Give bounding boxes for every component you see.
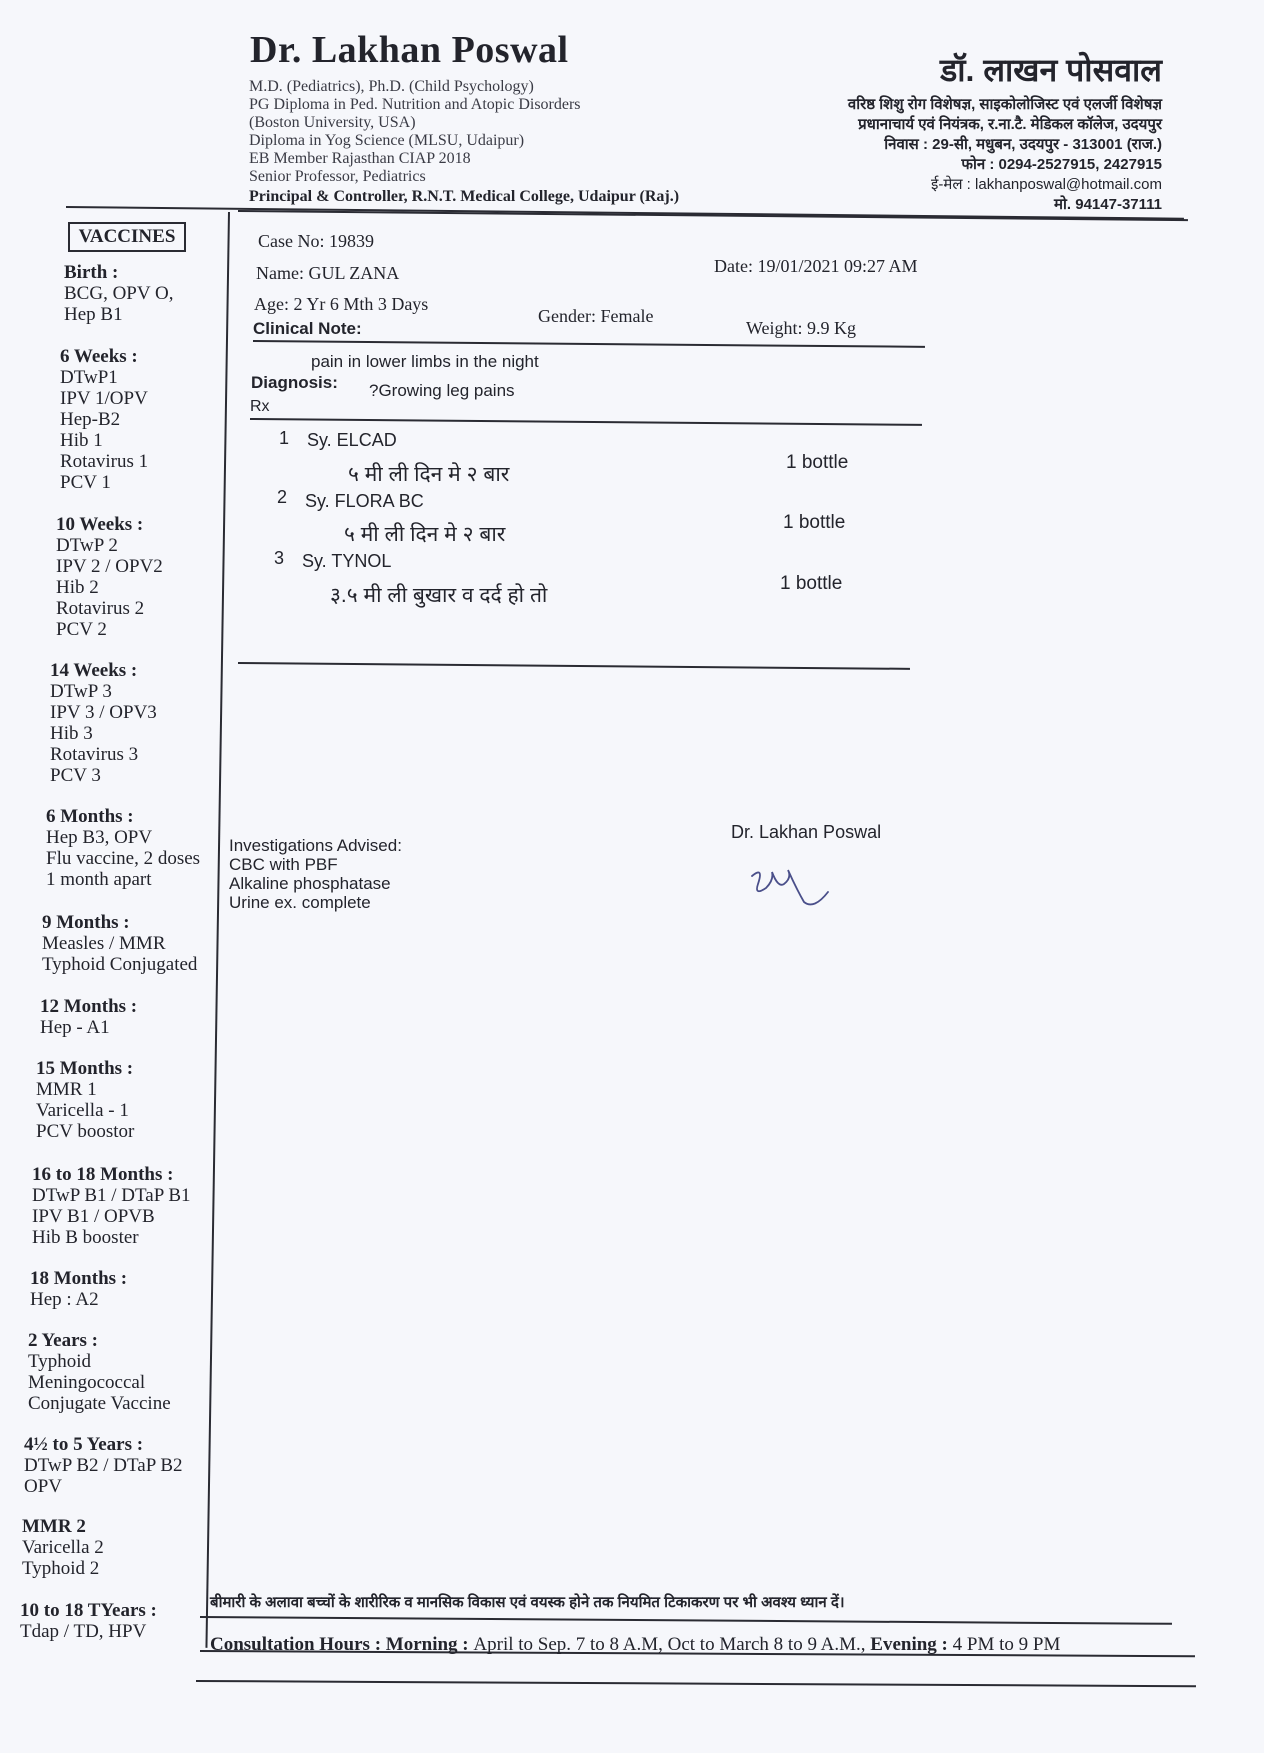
consultation-hours (210, 1634, 1060, 1656)
vaccine-heading: 4½ to 5 Years : (24, 1434, 144, 1455)
vaccine-item: PCV 1 (60, 472, 111, 493)
vaccine-heading: 10 Weeks : (56, 514, 144, 535)
footer-rule-bottom (196, 1680, 1196, 1687)
qualification-line: (Boston University, USA) (249, 114, 416, 131)
vaccine-item: MMR 1 (36, 1079, 97, 1100)
vaccine-item: Flu vaccine, 2 doses (46, 848, 201, 869)
vaccine-heading: 18 Months : (30, 1268, 128, 1289)
qualification-line: Senior Professor, Pediatrics (249, 168, 426, 185)
qualification-line: Diploma in Yog Science (MLSU, Udaipur) (249, 132, 525, 149)
vaccine-item: Hep-B2 (60, 409, 121, 430)
vaccine-item: Hib 3 (50, 723, 93, 744)
clinical-note: pain in lower limbs in the night (311, 352, 539, 371)
qualification-line: M.D. (Pediatrics), Ph.D. (Child Psychology) (249, 78, 534, 95)
investigation-item: Urine ex. complete (229, 893, 371, 912)
vaccine-item: BCG, OPV O, (64, 283, 174, 304)
vaccine-group-18-months (30, 1268, 127, 1310)
vaccine-group-2-years (28, 1330, 171, 1414)
doctor-name: Dr. Lakhan Poswal (250, 29, 569, 71)
diagnosis: ?Growing leg pains (369, 381, 515, 400)
handwritten-signature (744, 858, 844, 918)
rx-item-name: Sy. FLORA BC (305, 491, 424, 511)
investigation-item: Alkaline phosphatase (229, 874, 391, 893)
vaccine-item: Hib 1 (60, 430, 103, 451)
vaccine-item: IPV B1 / OPVB (32, 1206, 155, 1227)
patient-gender: Gender: Female (538, 306, 654, 326)
vaccine-item: Measles / MMR (42, 933, 166, 954)
vaccine-item: Hep B3, OPV (46, 827, 153, 848)
evening-label: Evening : (870, 1634, 948, 1655)
hindi-phone: फोन : 0294-2527915, 2427915 (961, 156, 1162, 173)
vaccine-group-9-months (42, 912, 197, 975)
vaccine-group-10-weeks (56, 514, 163, 640)
vaccine-item: Hep - A1 (40, 1017, 110, 1038)
vaccine-group-6-weeks (60, 346, 148, 493)
hindi-line: वरिष्ठ शिशु रोग विशेषज्ञ, साइकोलोजिस्ट एवं एलर्जी विशेषज्ञ (847, 96, 1162, 113)
vaccine-group-10-18-years (20, 1600, 157, 1642)
patient-weight: Weight: 9.9 Kg (746, 318, 857, 338)
investigation-item: CBC with PBF (229, 855, 338, 874)
vaccine-heading: 16 to 18 Months : (32, 1164, 174, 1185)
hindi-mobile: मो. 94147-37111 (1054, 196, 1162, 213)
signature-name: Dr. Lakhan Poswal (731, 822, 882, 842)
vaccine-group-birth (64, 262, 173, 325)
vaccine-group-16-18-months (32, 1164, 191, 1248)
vaccine-item: Meningococcal (28, 1372, 146, 1393)
vaccine-item: DTwP B1 / DTaP B1 (32, 1185, 191, 1206)
rx-item-dosage: ३.५ मी ली बुखार व दर्द हो तो (330, 584, 548, 607)
rx-item-name: Sy. TYNOL (302, 551, 392, 571)
vaccine-heading: 14 Weeks : (50, 660, 138, 681)
vaccine-heading: 2 Years : (28, 1330, 98, 1351)
visit-date: Date: 19/01/2021 09:27 AM (714, 256, 918, 276)
clinical-note-label: Clinical Note: (253, 319, 362, 338)
vaccine-group-14-weeks (50, 660, 157, 786)
vaccine-item: PCV 3 (50, 765, 101, 786)
patient-age: Age: 2 Yr 6 Mth 3 Days (254, 294, 429, 314)
footer-hindi-note: बीमारी के अलावा बच्चों के शारीरिक व मानसिक विकास एवं वयस्क होने तक नियमित टिकाकरण पर भी अवश्य ध्यान दें। (210, 1594, 845, 1611)
vaccine-item: DTwP1 (60, 367, 118, 388)
vaccine-item: DTwP 2 (56, 535, 118, 556)
vaccine-group-6-months (46, 806, 200, 890)
footer-rule-top (200, 1616, 1172, 1624)
case-number: Case No: 19839 (258, 231, 374, 251)
investigations (229, 836, 402, 912)
vaccine-item: Rotavirus 1 (60, 451, 149, 472)
vaccine-item: Tdap / TD, HPV (20, 1621, 147, 1642)
hindi-email: ई-मेल : lakhanposwal@hotmail.com (931, 176, 1162, 193)
rx-item-number: 3 (274, 548, 285, 568)
vaccines-title: VACCINES (68, 222, 186, 252)
hindi-address: निवास : 29-सी, मधुबन, उदयपुर - 313001 (राज.) (884, 136, 1162, 153)
vaccine-group-4-5-years (24, 1434, 183, 1497)
rx-item-dosage: ५ मी ली दिन मे २ बार (348, 463, 510, 486)
qualifications (249, 78, 679, 206)
vaccine-item: IPV 3 / OPV3 (50, 702, 157, 723)
vaccine-item: PCV boostor (36, 1121, 135, 1142)
rx-end-rule (238, 662, 910, 669)
diagnosis-label: Diagnosis: (251, 373, 338, 392)
hindi-header (702, 48, 1162, 215)
hindi-line: प्रधानाचार्य एवं नियंत्रक, र.ना.टै. मेडिकल कॉलेज, उदयपुर (858, 116, 1162, 133)
vaccine-heading: Birth : (64, 262, 119, 283)
rx-item-dosage: ५ मी ली दिन मे २ बार (344, 523, 506, 546)
vaccine-group-mmr2 (22, 1516, 104, 1579)
qualification-line: EB Member Rajasthan CIAP 2018 (249, 150, 471, 167)
qualification-line: PG Diploma in Ped. Nutrition and Atopic Disorders (249, 96, 581, 113)
vaccine-item: IPV 2 / OPV2 (56, 556, 163, 577)
rx-item-quantity: 1 bottle (786, 452, 849, 473)
vaccine-item: Conjugate Vaccine (28, 1393, 171, 1414)
vaccine-heading: 6 Weeks : (60, 346, 138, 367)
vaccine-item: DTwP B2 / DTaP B2 (24, 1455, 183, 1476)
morning-hours: April to Sep. 7 to 8 A.M, Oct to March 8 to 9 A.M., (473, 1634, 866, 1655)
vaccine-item: Hib 2 (56, 577, 99, 598)
vaccine-item: Hib B booster (32, 1227, 139, 1248)
vaccine-item: DTwP 3 (50, 681, 112, 702)
vaccine-item: Varicella 2 (22, 1537, 104, 1558)
vaccine-item: Typhoid (28, 1351, 92, 1372)
vaccine-item: 1 month apart (46, 869, 152, 890)
vaccine-group-12-months (40, 996, 137, 1038)
sidebar-divider (205, 212, 230, 1648)
vaccine-item: Rotavirus 2 (56, 598, 145, 619)
rx-item-number: 2 (277, 487, 288, 507)
morning-label: Morning : (385, 1634, 469, 1655)
consult-label: Consultation Hours : (210, 1634, 382, 1655)
vaccine-item: Typhoid Conjugated (42, 954, 198, 975)
rx-rule (250, 418, 922, 425)
vaccine-heading: MMR 2 (22, 1516, 86, 1537)
patient-name: Name: GUL ZANA (256, 263, 400, 283)
rx-item-quantity: 1 bottle (780, 573, 843, 594)
vaccine-item: IPV 1/OPV (60, 388, 148, 409)
hindi-doctor-name: डॉ. लाखन पोसवाल (940, 52, 1162, 88)
vaccine-item: Hep B1 (64, 304, 123, 325)
vaccine-heading: 12 Months : (40, 996, 138, 1017)
vaccine-item: Typhoid 2 (22, 1558, 100, 1579)
vaccine-group-15-months (36, 1058, 134, 1142)
investigations-label: Investigations Advised: (229, 836, 402, 855)
vaccine-item: OPV (24, 1476, 63, 1497)
vaccine-heading: 10 to 18 TYears : (20, 1600, 157, 1621)
evening-hours: 4 PM to 9 PM (952, 1634, 1061, 1655)
vaccine-heading: 6 Months : (46, 806, 134, 827)
position-line: Principal & Controller, R.N.T. Medical College, Udaipur (Raj.) (249, 188, 680, 205)
vaccine-item: Rotavirus 3 (50, 744, 139, 765)
rx-item-name: Sy. ELCAD (307, 430, 397, 450)
clinical-rule (253, 340, 925, 347)
vaccine-item: PCV 2 (56, 619, 107, 640)
vaccine-heading: 9 Months : (42, 912, 130, 933)
vaccine-item: Varicella - 1 (36, 1100, 129, 1121)
vaccine-heading: 15 Months : (36, 1058, 134, 1079)
vaccine-item: Hep : A2 (30, 1289, 99, 1310)
rx-label: Rx (250, 398, 270, 415)
rx-item-number: 1 (279, 428, 290, 448)
rx-item-quantity: 1 bottle (783, 512, 846, 533)
